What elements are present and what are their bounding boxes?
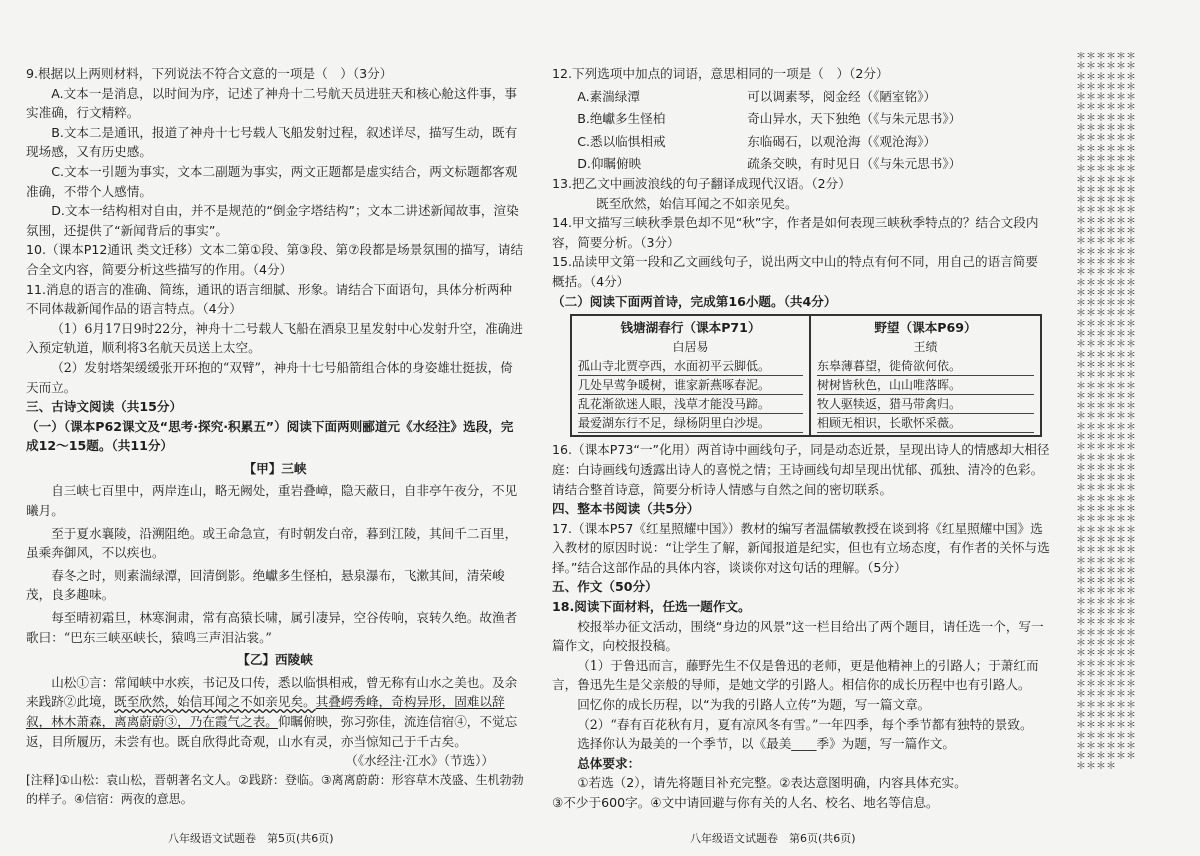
poem-2-line: 树树皆秋色，山山唯落晖。: [817, 376, 1034, 395]
yi-wavy-sentence: 既至欣然，始信耳闻之不如亲见矣。: [114, 694, 316, 710]
requirements-1: ①若选（2），请先将题目补充完整。②表达意图明确，内容具体充实。: [577, 775, 967, 791]
q11-stem: 11.消息的语言的准确、简练，通讯的语言细腻、形象。请结合下面语句，具体分析两种不同体裁新闻作品的语言特点。（4分）: [26, 281, 512, 317]
poem-2-line: 东皋薄暮望，徙倚欲何依。: [817, 357, 1034, 376]
yi-text-d: 仰瞩俯映，弥习弥佳，流连信宿④，不觉忘返，目所履历，未尝有也。既自欣得此奇观，山水有灵，亦当惊知己于千古矣。: [26, 714, 518, 749]
q12-option-c-word: C.悉以临惧相戒: [577, 133, 666, 149]
footnotes: [注释]①山松：袁山松，晋朝著名文人。②践跻：登临。③离离蔚蔚：形容草木茂盛、生机勃勃的样子。④信宿：两夜的意思。: [26, 772, 524, 807]
jia-title: 【甲】三峡: [243, 460, 307, 476]
left-page: [26, 64, 524, 810]
poem-2: [809, 316, 1040, 435]
q12-option-a: [552, 87, 1050, 107]
yi-para: [26, 673, 524, 751]
q12-option-c: [552, 132, 1050, 152]
q9-option-d: D.文本一结构相对自由，并不是规范的“倒金字塔结构”；文本二讲述新闻故事，渲染氛围，还提供了“新闻背后的事实”。: [26, 203, 519, 238]
binding-strip: ＊＊＊＊＊＊＊＊＊＊＊＊＊＊＊＊＊＊＊＊＊＊＊＊＊＊＊＊＊＊＊＊＊＊＊＊＊＊＊＊＊＊＊＊＊＊＊＊＊＊＊＊＊＊＊＊＊＊＊＊＊＊＊＊＊＊＊＊＊＊＊＊＊＊＊＊＊＊＊＊＊＊＊＊＊＊＊＊＊＊＊＊＊＊＊＊＊＊＊＊＊＊＊＊＊＊＊＊＊＊＊＊＊＊＊＊＊＊＊＊＊＊＊＊＊＊＊＊＊＊＊＊＊＊＊＊＊＊＊＊＊＊＊＊＊＊＊＊＊＊＊＊＊＊＊＊＊＊＊＊＊＊＊＊＊＊＊＊＊＊＊＊＊＊＊＊＊＊＊＊＊＊＊＊＊＊＊＊＊＊＊＊＊＊＊＊＊＊＊＊＊＊＊＊＊＊＊＊＊＊＊＊＊＊＊＊＊＊＊＊＊＊＊＊＊＊＊＊＊＊＊＊＊＊＊＊＊＊＊＊＊＊＊＊＊＊＊＊＊＊＊＊＊＊＊＊＊＊＊＊＊＊＊＊＊＊＊＊＊＊＊＊＊＊＊＊＊＊＊＊＊＊＊＊＊＊＊＊＊＊＊＊＊＊＊＊＊＊＊＊＊＊＊＊＊＊＊＊＊＊＊＊＊＊＊＊＊＊＊＊＊＊＊＊＊＊＊＊＊＊＊＊＊＊＊＊＊＊＊＊＊＊＊＊＊＊＊＊＊＊＊＊＊＊＊＊＊＊＊＊＊＊＊＊＊＊＊＊＊＊＊＊＊＊＊＊＊＊＊＊＊＊＊＊＊＊＊＊＊＊＊＊＊＊＊＊＊＊＊＊＊＊＊＊＊＊＊＊＊＊＊＊＊＊＊＊＊＊: [1076, 52, 1136, 773]
q12-option-c-ref: 东临碣石，以观沧海（《观沧海》）: [747, 133, 937, 149]
section-3-heading: 三、古诗文阅读（共15分）: [26, 399, 183, 415]
requirements-2: ③不少于600字。④文中请回避与你有关的人名、校名、地名等信息。: [552, 795, 939, 810]
poem-1-title: 钱塘湖春行（课本P71）: [620, 320, 761, 336]
q12-stem: 12.下列选项中加点的词语，意思相同的一项是（ ）（2分）: [552, 66, 889, 81]
jia-para-2: 至于夏水襄陵，沿溯阻绝。或王命急宣，有时朝发白帝，暮到江陵，其间千二百里，虽乘奔御风，不以疾也。: [26, 525, 518, 561]
yi-title: 【乙】西陵峡: [237, 652, 313, 668]
poem-1-line: 几处早莺争暖树，谁家新燕啄春泥。: [578, 376, 803, 395]
footer-left: 八年级语文试题卷 第5页(共6页): [168, 832, 334, 845]
q10: 10.（课本P12通讯 类文迁移）文本二第①段、第③段、第⑦段都是场景氛围的描写，请结合全文内容，简要分析这些描写的作用。（4分）: [26, 242, 524, 277]
q9-option-c: C.文本一引题为事实，文本二副题为事实，两文正题都是虚实结合，两文标题都客观准确，不带个人感情。: [26, 163, 518, 199]
q12-option-b-ref: 奇山异水，天下独绝（《与朱元思书》）: [747, 111, 962, 127]
q12-option-d-word: D.仰瞩俯映: [577, 156, 642, 172]
q12-option-b-word: B.绝巘多生怪柏: [577, 111, 666, 127]
jia-para-4: 每至晴初霜旦，林寒涧肃，常有高猿长啸，属引凄异，空谷传响，哀转久绝。故渔者歌曰：“巴东三峡巫峡长，猿鸣三声泪沾裳。”: [26, 610, 518, 645]
footer-right: 八年级语文试题卷 第6页(共6页): [690, 832, 856, 845]
yi-text-a: 山松①言：常闻峡中水疾，书记及口传，悉以临惧相戒，曾无称有山水之美也。及余来践跻②此境，: [26, 674, 518, 710]
poem-1-author: 白居易: [672, 339, 709, 354]
q18-task-1: 回忆你的成长历程，以“为我的引路人立传”为题，写一篇文章。: [577, 697, 931, 713]
q12-option-a-ref: 可以调素琴，阅金经（《陋室铭》）: [747, 88, 937, 104]
poem-1-line: 最爱湖东行不足，绿杨阴里白沙堤。: [578, 414, 803, 433]
yi-underlined-sentence: 其叠崿秀峰，奇构异形，固难以辞叙，林木萧森，离离蔚蔚③，乃在霞气之表。: [26, 694, 505, 729]
q16: 16.（课本P73“一”化用）两首诗中画线句子，同是动态近景，呈现出诗人的情感却大相径庭：白诗画线句透露出诗人的喜悦之情；王诗画线句却呈现出忧郁、孤独、清冷的色彩。请结合整首诗意，简要分析诗人情感与自然之间的密切联系。: [552, 442, 1050, 497]
q18-stem: 18.阅读下面材料，任选一题作文。: [552, 599, 751, 615]
q9-stem: 9.根据以上两则材料，下列说法不符合文意的一项是（ ）（3分）: [26, 66, 393, 81]
q15: 15.品读甲文第一段和乙文画线句子，说出两文中山的特点有何不同，用自己的语言简要概括。（4分）: [552, 254, 1038, 289]
requirements-title: 总体要求：: [577, 755, 641, 771]
q18-intro: 校报举办征文活动，围绕“身边的风景”这一栏目给出了两个题目，请任选一个，写一篇作文，向校报投稿。: [552, 618, 1044, 654]
poem-2-line: 牧人驱犊返，猎马带禽归。: [817, 395, 1034, 414]
poem-1: [572, 316, 809, 435]
jia-para-1: 自三峡七百里中，两岸连山，略无阙处，重岩叠嶂，隐天蔽日，自非亭午夜分，不见曦月。: [26, 483, 518, 519]
right-page: [552, 64, 1050, 813]
q12-option-a-word: A.素湍绿潭: [577, 88, 640, 104]
jia-para-3: 春冬之时，则素湍绿潭，回清倒影。绝巘多生怪柏，悬泉瀑布，飞漱其间，清荣峻茂，良多趣味。: [26, 567, 505, 603]
q11-sentence-1: （1）6月17日9时22分，神舟十二号载人飞船在酒泉卫星发射中心发射升空，准确进入预定轨道，顺利将3名航天员送上太空。: [26, 320, 523, 356]
q17: 17.（课本P57《红星照耀中国》）教材的编写者温儒敏教授在谈到将《红星照耀中国》选入教材的原因时说：“让学生了解，新闻报道是纪实，但也有立场态度，有作者的关怀与选择。”结合这部作品的具体内容，谈谈你对这句话的理解。（5分）: [552, 520, 1050, 575]
q12-option-b: [552, 109, 1050, 129]
q9-option-b: B.文本二是通讯，报道了神舟十七号载人飞船发射过程，叙述详尽，描写生动，既有现场感，又有历史感。: [26, 124, 518, 160]
poem-2-line: 相顾无相识，长歌怀采薇。: [817, 414, 1034, 433]
q12-option-d-ref: 疏条交映，有时见日（《与朱元思书》）: [747, 156, 962, 172]
q18-task-2: 选择你认为最美的一个季节，以《最美____季》为题，写一篇作文。: [577, 736, 955, 752]
subsection-1-heading: （一）（课本P62课文及“思考·探究·积累五”）阅读下面两则郦道元《水经注》选段，完成12～15题。（共11分）: [26, 418, 514, 454]
q18-prompt-2: （2）“春有百花秋有月，夏有凉风冬有雪。”一年四季，每个季节都有独特的景致。: [577, 716, 1033, 732]
poem-table: [570, 314, 1042, 437]
q13: 13.把乙文中画波浪线的句子翻译成现代汉语。（2分）: [552, 175, 851, 191]
poem-2-title: 野望（课本P69）: [874, 320, 977, 336]
poem-1-line: 孤山寺北贾亭西，水面初平云脚低。: [578, 357, 803, 376]
section-5-heading: 五、作文（50分）: [552, 579, 658, 595]
q14: 14.甲文描写三峡秋季景色却不见“秋”字，作者是如何表现三峡秋季特点的？结合文段内容，简要分析。（3分）: [552, 215, 1039, 250]
subsection-2-heading: （二）阅读下面两首诗，完成第16小题。（共4分）: [552, 293, 837, 309]
poem-2-author: 王绩: [913, 339, 938, 354]
poem-1-line: 乱花渐欲迷人眼，浅草才能没马蹄。: [578, 395, 803, 414]
q11-sentence-2: （2）发射塔架缓缓张开环抱的“双臂”，神舟十七号船箭组合体的身姿雄壮挺拔，倚天而立。: [26, 359, 513, 395]
q12-option-d: [552, 154, 1050, 174]
source-citation: （《水经注·江水》（节选））: [345, 753, 494, 769]
q9-option-a: A.文本一是消息，以时间为序，记述了神舟十二号航天员进驻天和核心舱这件事，事实准确，行文精粹。: [26, 85, 517, 121]
q13-sentence: 既至欣然，始信耳闻之不如亲见矣。: [596, 195, 798, 211]
q18-prompt-1: （1）于鲁迅而言，藤野先生不仅是鲁迅的老师，更是他精神上的引路人；于萧红而言，鲁迅先生是父亲般的导师，是她文学的引路人。相信你的成长历程中也有引路人。: [552, 657, 1039, 693]
section-4-heading: 四、整本书阅读（共5分）: [552, 501, 700, 517]
